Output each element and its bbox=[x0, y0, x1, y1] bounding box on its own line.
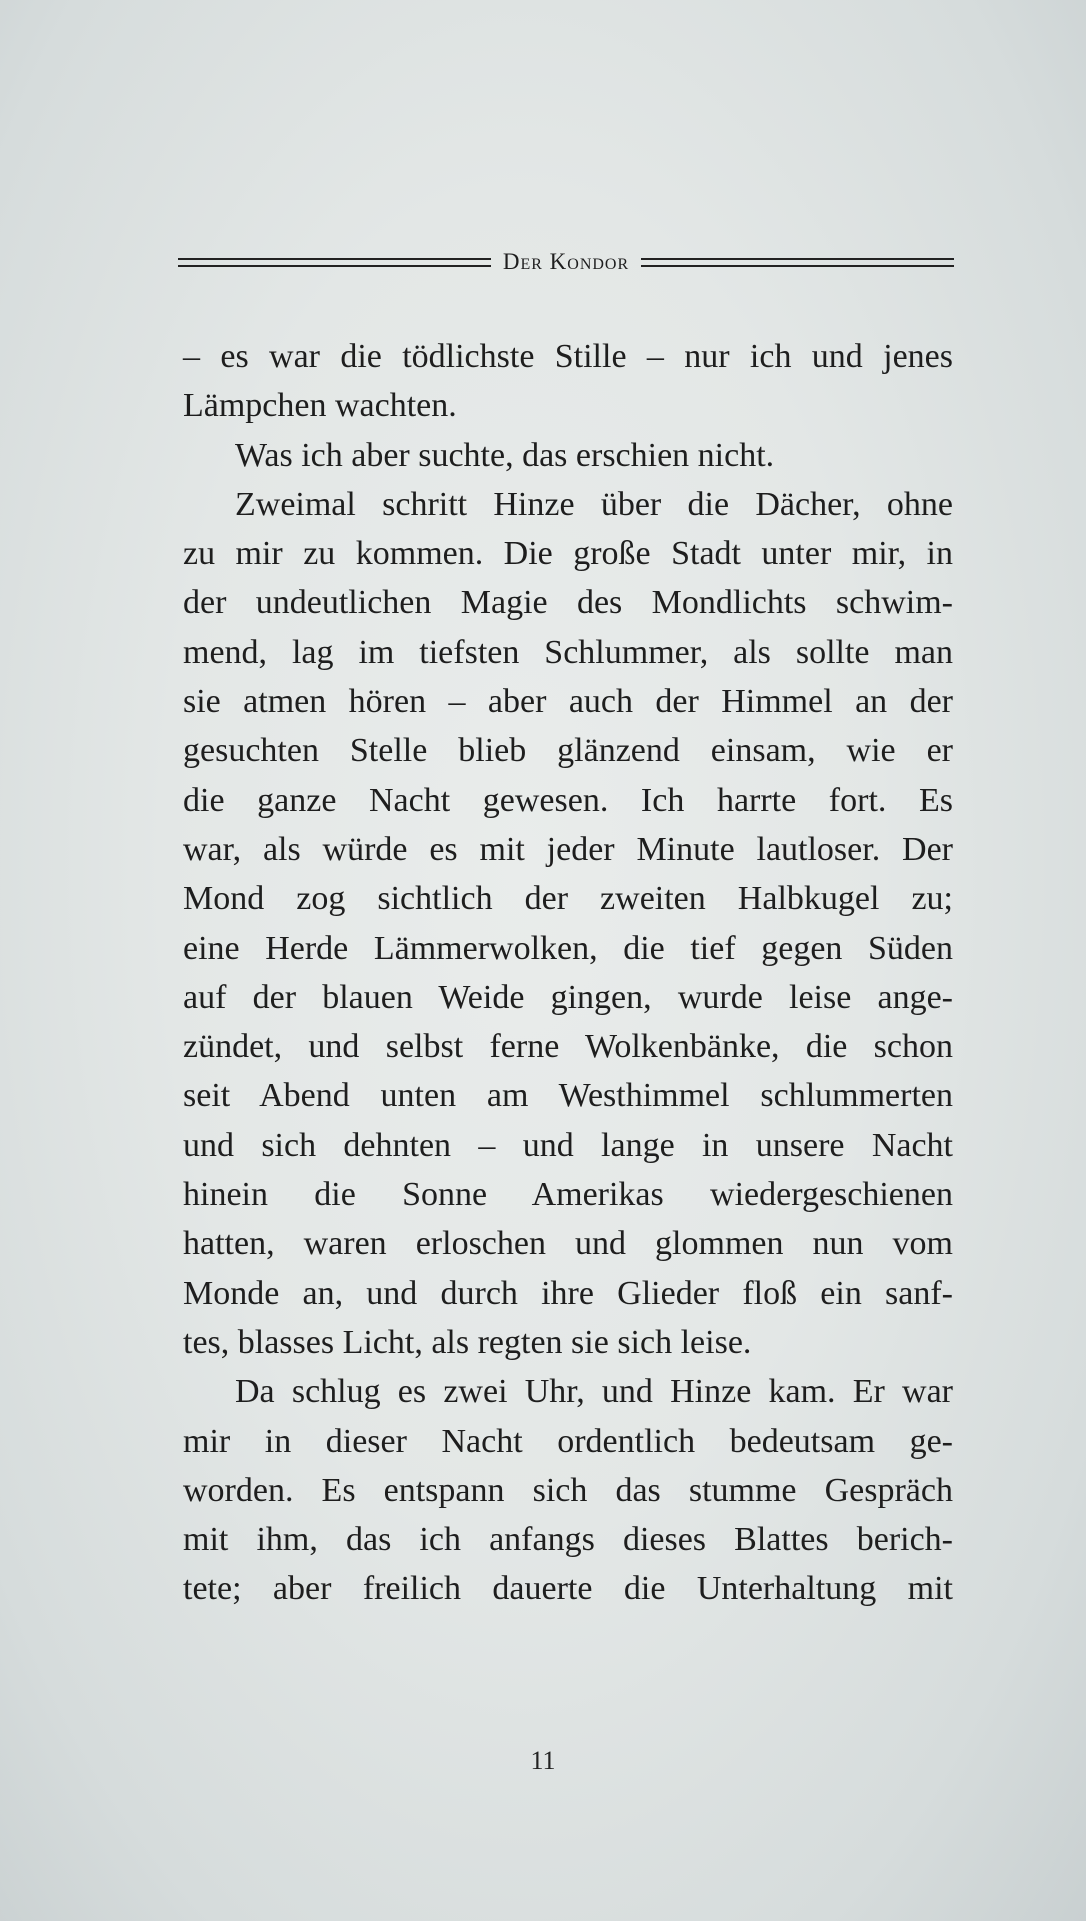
text-line: hatten, waren erloschen und glommen nun vom bbox=[183, 1225, 953, 1263]
text-line: auf der blauen Weide gingen, wurde leise ange- bbox=[183, 978, 953, 1016]
header-rule-right bbox=[641, 258, 954, 267]
text-line: war, als würde es mit jeder Minute lautloser. Der bbox=[183, 830, 953, 868]
page-number: 11 bbox=[530, 1746, 556, 1775]
text-line: Da schlug es zwei Uhr, und Hinze kam. Er war bbox=[235, 1373, 953, 1411]
text-line: der undeutlichen Magie des Mondlichts schwim- bbox=[183, 584, 953, 622]
text-line: hinein die Sonne Amerikas wiedergeschienen bbox=[183, 1176, 953, 1214]
text-line: gesuchten Stelle blieb glänzend einsam, wie er bbox=[183, 732, 953, 770]
text-line: tes, blasses Licht, als regten sie sich leise. bbox=[183, 1323, 752, 1361]
text-line: und sich dehnten – und lange in unsere Nacht bbox=[183, 1126, 953, 1164]
text-line: zündet, und selbst ferne Wolkenbänke, die schon bbox=[183, 1028, 953, 1066]
text-line: worden. Es entspann sich das stumme Gespräch bbox=[183, 1471, 953, 1509]
text-line: sie atmen hören – aber auch der Himmel an der bbox=[183, 683, 953, 721]
text-line: tete; aber freilich dauerte die Unterhaltung mit bbox=[183, 1570, 953, 1608]
text-line: mit ihm, das ich anfangs dieses Blattes berich- bbox=[183, 1521, 953, 1559]
text-line: die ganze Nacht gewesen. Ich harrte fort. Es bbox=[183, 781, 953, 819]
header-rule-left bbox=[178, 258, 491, 267]
text-line: mend, lag im tiefsten Schlummer, als sollte man bbox=[183, 633, 953, 671]
text-line: Was ich aber suchte, das erschien nicht. bbox=[235, 436, 775, 474]
text-line: – es war die tödlichste Stille – nur ich und jenes bbox=[183, 338, 953, 375]
text-line: Zweimal schritt Hinze über die Dächer, ohne bbox=[235, 485, 953, 523]
text-line: Monde an, und durch ihre Glieder floß ein sanf- bbox=[183, 1274, 953, 1312]
text-line: Mond zog sichtlich der zweiten Halbkugel zu; bbox=[183, 880, 953, 918]
text-line: seit Abend unten am Westhimmel schlummerten bbox=[183, 1077, 953, 1115]
body-text bbox=[183, 332, 953, 1614]
text-line: Lämpchen wachten. bbox=[183, 387, 457, 425]
text-line: eine Herde Lämmerwolken, die tief gegen Süden bbox=[183, 929, 953, 967]
text-line: mir in dieser Nacht ordentlich bedeutsam ge- bbox=[183, 1422, 953, 1460]
text-line: zu mir zu kommen. Die große Stadt unter mir, in bbox=[183, 535, 953, 573]
running-header bbox=[178, 247, 954, 277]
header-title: Der Kondor bbox=[502, 249, 630, 274]
